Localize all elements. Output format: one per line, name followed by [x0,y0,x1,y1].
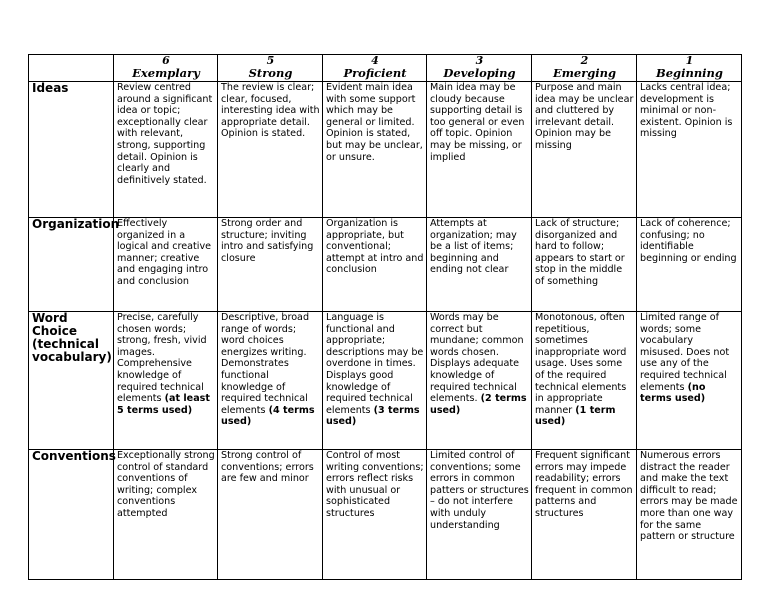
level-header-5 [218,55,323,82]
cell-text: Descriptive, broad range of words; word choices energizes writing. Demonstrates functional knowledge of required technical elements [221,312,310,416]
cell-text: Language is functional and appropriate; descriptions may be overdone in times. Displays good knowledge of required technical elements [326,312,424,416]
cell-bold-text: (3 terms used) [326,404,420,428]
cell-text: Lacks central idea; development is minimal or non-existent. Opinion is missing [640,82,733,140]
rubric-cell [218,218,323,312]
header-row [29,55,742,82]
cell-text: Strong control of conventions; errors are few and minor [221,450,314,485]
rubric-cell [427,218,532,312]
rubric-cell [532,312,637,450]
cell-bold-text: (1 term used) [535,404,616,428]
level-header-4 [323,55,427,82]
criterion-label: Word Choice (technical vocabulary) [29,312,114,450]
cell-text: Review centred around a significant idea or topic; exceptionally clear with relevant, strong, supporting detail. Opinion is clearly and definitively stated. [117,82,213,186]
cell-text: Purpose and main idea may be unclear and cluttered by irrelevant detail. Opinion may be missing [535,82,634,151]
level-name: Developing [443,66,516,80]
rubric-cell [427,450,532,580]
cell-text: Limited range of words; some vocabulary misused. Does not use any of the required technical elements [640,312,730,393]
rubric-cell [427,312,532,450]
criterion-label: Ideas [29,82,114,218]
rubric-cell [218,82,323,218]
criterion-label: Conventions [29,450,114,580]
table-row-organization [29,218,742,312]
level-score: 3 [475,54,484,67]
rubric-cell [114,312,218,450]
level-score: 4 [371,54,379,67]
table-row-word-choice [29,312,742,450]
rubric-cell [323,82,427,218]
level-header-2 [532,55,637,82]
level-score: 5 [266,54,275,67]
cell-text: Attempts at organization; may be a list of items; beginning and ending not clear [430,218,517,276]
rubric-cell [114,82,218,218]
rubric-cell [637,312,742,450]
level-name: Strong [248,66,293,80]
cell-bold-text: (no terms used) [640,381,706,405]
cell-text: Frequent significant errors may impede readability; errors frequent in common patterns and structures [535,450,633,519]
rubric-cell [218,312,323,450]
rubric-cell [532,82,637,218]
level-header-3 [427,55,532,82]
rubric-cell [637,450,742,580]
rubric-table [28,54,742,580]
cell-text: Precise, carefully chosen words; strong, fresh, vivid images. Comprehensive knowledge of required technical elements [117,312,207,405]
cell-text: Exceptionally strong control of standard conventions of writing; complex conventions attempted [117,450,215,519]
cell-text: The review is clear; clear, focused, interesting idea with appropriate detail. Opinion is stated. [221,82,320,140]
cell-text: Main idea may be cloudy because supporting detail is too general or even off topic. Opinion may be missing, or implied [430,82,525,163]
level-name: Emerging [552,66,617,80]
rubric-cell [218,450,323,580]
rubric-cell [323,450,427,580]
corner-cell [29,55,114,82]
cell-text: Control of most writing conventions; errors reflect risks with unusual or sophisticated structures [326,450,424,519]
table-row-ideas [29,82,742,218]
cell-bold-text: (2 terms used) [430,393,527,416]
table-row-conventions [29,450,742,580]
rubric-cell [532,450,637,580]
cell-text: Organization is appropriate, but conventional; attempt at intro and conclusion [326,218,424,276]
cell-text: Numerous errors distract the reader and make the text difficult to read; errors may be made more than one way for the same pattern or structure [640,450,738,543]
cell-text: Lack of structure; disorganized and hard to follow; appears to start or stop in the middle of something [535,218,625,287]
cell-text: Words may be correct but mundane; common words chosen. Displays adequate knowledge of required technical elements. [430,312,524,405]
level-score: 6 [162,54,170,67]
rubric-cell [532,218,637,312]
cell-text: Effectively organized in a logical and creative manner; creative and engaging intro and conclusion [117,218,212,287]
rubric-cell [114,450,218,580]
cell-text: Strong order and structure; inviting intro and satisfying closure [221,218,314,264]
cell-text: Lack of coherence; confusing; no identifiable beginning or ending [640,218,737,264]
cell-bold-text: (4 terms used) [221,404,315,428]
rubric-cell [637,218,742,312]
level-score: 2 [580,54,589,67]
cell-bold-text: (at least 5 terms used) [117,393,210,416]
cell-text: Limited control of conventions; some errors in common patters or structures – do not interfere with unduly understanding [430,450,529,531]
criterion-label: Organization [29,218,114,312]
level-name: Beginning [656,66,723,80]
cell-text: Monotonous, often repetitious, sometimes inappropriate word usage. Uses some of the required technical elements in appropriate manner [535,312,627,416]
level-name: Proficient [343,66,407,80]
rubric-cell [637,82,742,218]
level-header-6 [114,55,218,82]
rubric-cell [427,82,532,218]
cell-text: Evident main idea with some support which may be general or limited. Opinion is stated, but may be unclear, or unsure. [326,82,423,163]
level-name: Exemplary [132,66,200,80]
rubric-cell [323,218,427,312]
level-score: 1 [685,54,694,67]
level-header-1 [637,55,742,82]
rubric-cell [114,218,218,312]
rubric-cell [323,312,427,450]
